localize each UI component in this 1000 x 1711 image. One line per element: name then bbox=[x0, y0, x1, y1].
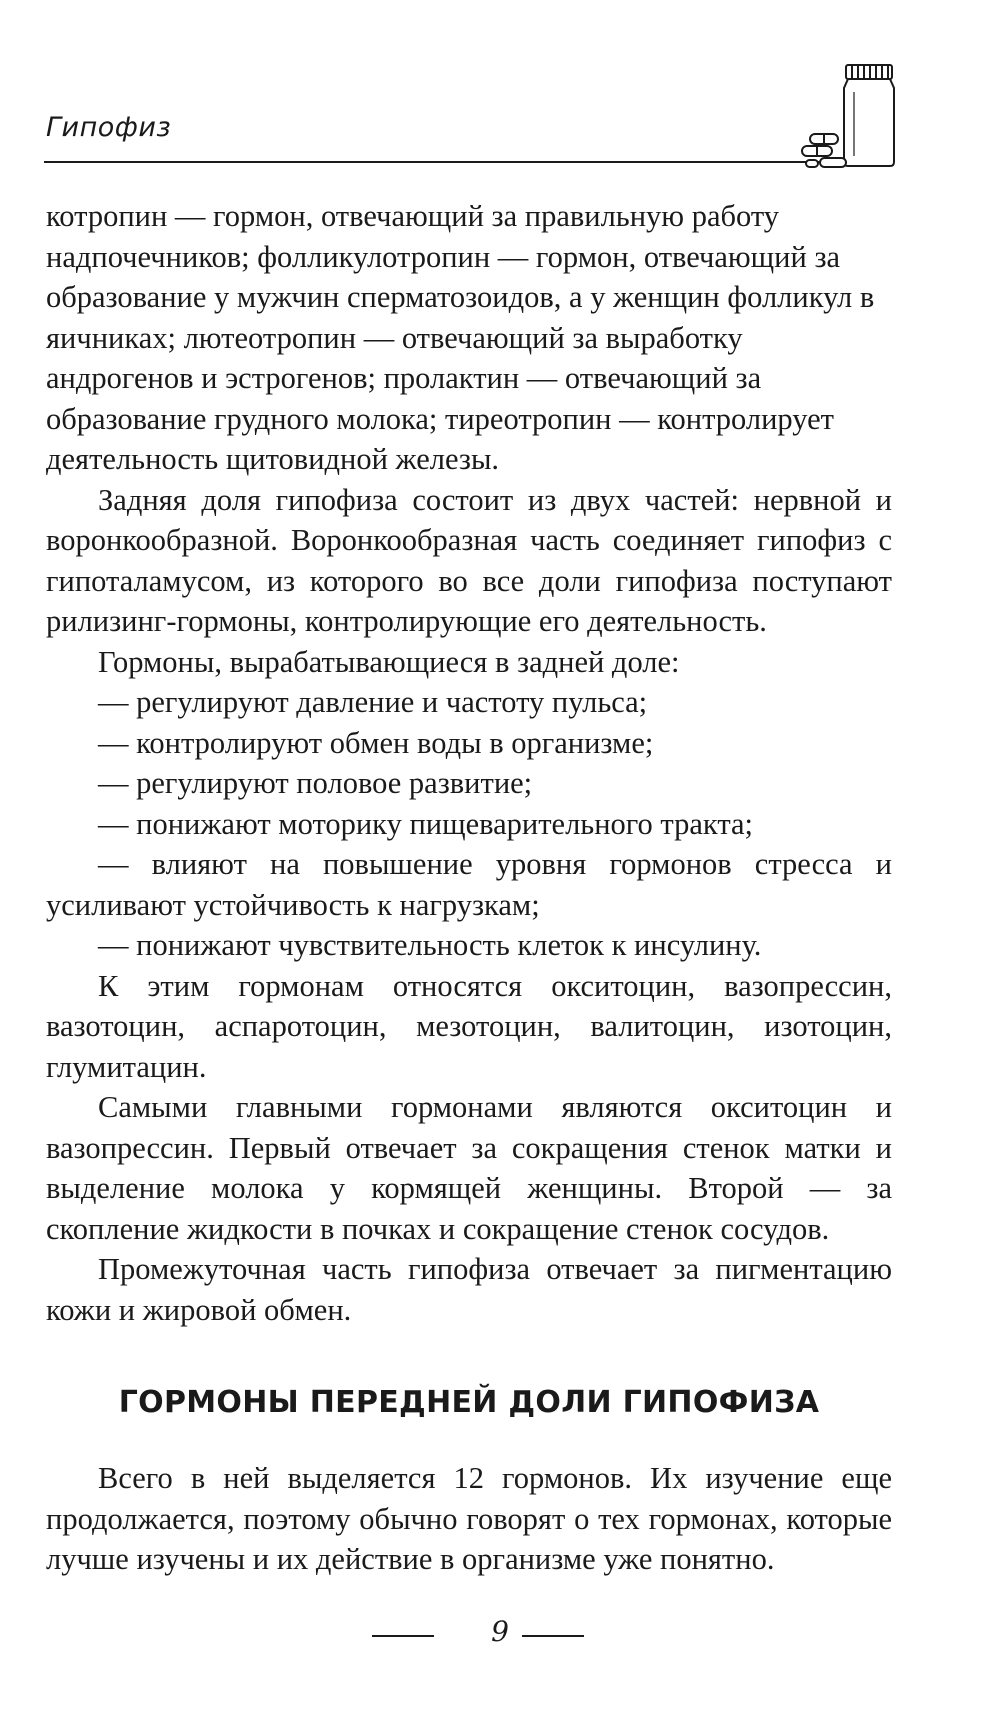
list-item: — контролируют обмен воды в организме; bbox=[98, 725, 654, 760]
header-rule bbox=[44, 161, 844, 163]
paragraph-5: Самыми главными гормонами являются окситоцин и вазопрессин. Первый отвечает за сокращения стенок матки и выделение молока у кормящей женщины. Второй — за скопление жидкости в почках и сокращение стенок сосудов. bbox=[46, 1090, 892, 1246]
paragraph-6: Промежуточная часть гипофиза отвечает за пигментацию кожи и жировой обмен. bbox=[46, 1252, 892, 1327]
section-body bbox=[46, 1458, 892, 1580]
section-heading: ГОРМОНЫ ПЕРЕДНЕЙ ДОЛИ ГИПОФИЗА bbox=[118, 1385, 820, 1420]
page-number: 9 bbox=[491, 1615, 509, 1648]
pill-bottle-icon bbox=[800, 62, 908, 174]
list-item: — регулируют половое развитие; bbox=[98, 766, 533, 800]
list-item: — регулируют давление и частоту пульса; bbox=[98, 685, 648, 719]
body-text bbox=[46, 196, 892, 1330]
paragraph-4: К этим гормонам относятся окситоцин, вазопрессин, вазотоцин, аспаротоцин, мезотоцин, валитоцин, изотоцин, глумитацин. bbox=[46, 968, 892, 1084]
paragraph-1: котропин — гормон, отвечающий за правильную работу надпочечников; фолликулотропин — гормон, отвечающий за образование у мужчин сперматозоидов, а у женщин фолликул в яичниках; лютеотропин — отвечающий за выработку андрогенов и эстрогенов; пролактин — отвечающий за образование грудного молока; тиреотропин — контролирует деятельность щитовидной железы. bbox=[46, 199, 875, 476]
paragraph-3: Гормоны, вырабатывающиеся в задней доле: bbox=[98, 644, 680, 679]
section-paragraph: Всего в ней выделяется 12 гормонов. Их изучение еще продолжается, поэтому обычно говорят о тех гормонах, которые лучше изучены и их действие в организме уже понятно. bbox=[46, 1461, 892, 1576]
list-item: — понижают моторику пищеварительного тракта; bbox=[98, 806, 754, 841]
folio-rule-right bbox=[522, 1635, 584, 1637]
running-title: Гипофиз bbox=[46, 112, 172, 143]
list-item: — понижают чувствительность клеток к инсулину. bbox=[98, 928, 762, 962]
list-item: — влияют на повышение уровня гормонов стресса и усиливают устойчивость к нагрузкам; bbox=[46, 847, 892, 922]
paragraph-2: Задняя доля гипофиза состоит из двух частей: нервной и воронкообразной. Воронкообразная часть соединяет гипофиз с гипоталамусом, из которого во все доли гипофиза поступают рилизинг-гормоны, контролирующие его деятельность. bbox=[46, 482, 892, 638]
